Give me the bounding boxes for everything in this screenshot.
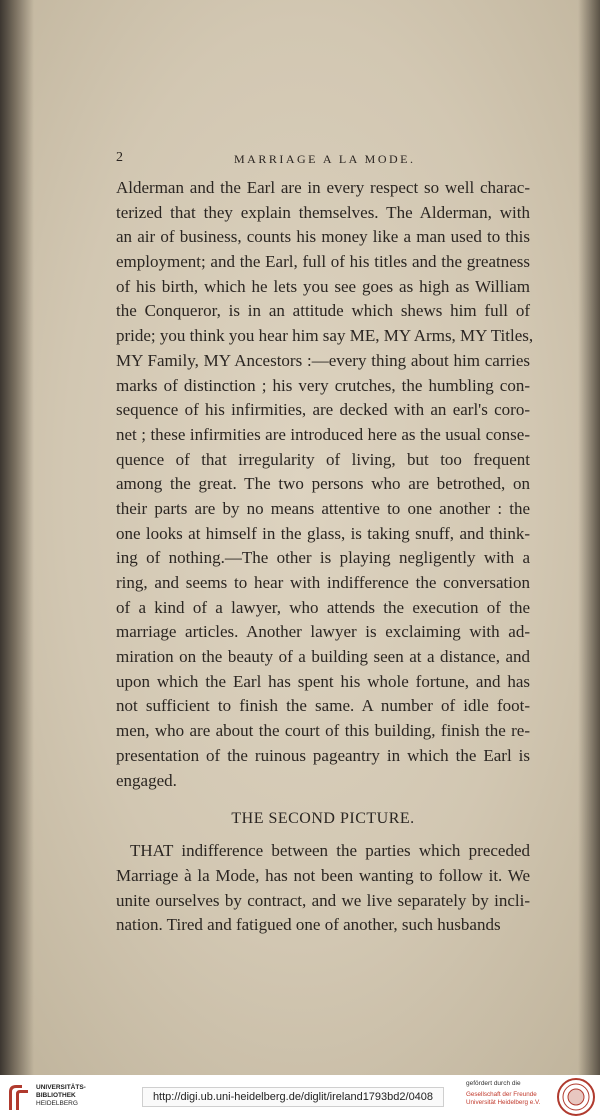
paragraph-1 <box>116 176 534 793</box>
text-line: quence of that irregularity of living, but too frequent <box>116 449 530 469</box>
text-line: net ; these infirmities are introduced here as the usual conse- <box>116 424 530 444</box>
text-line: ing of nothing.—The other is playing negligently with a <box>116 548 530 568</box>
text-line: Marriage à la Mode, has not been wanting to follow it. We <box>116 865 530 885</box>
text-line: the Conqueror, is in an attitude which shews him full of <box>116 301 530 321</box>
digitization-footer <box>0 1075 600 1118</box>
paragraph-2 <box>116 839 530 938</box>
library-logo-icon <box>6 1082 32 1112</box>
section-heading: THE SECOND PICTURE. <box>231 810 415 828</box>
text-line: presentation of the ruinous pageantry in which the Earl is <box>116 745 530 765</box>
text-line: employment; and the Earl, full of his titles and the greatness <box>116 252 530 272</box>
text-line: unite ourselves by contract, and we live separately by incli- <box>116 890 530 910</box>
page-gutter-shadow <box>0 0 34 1075</box>
library-name-line1: UNIVERSITÄTS- <box>36 1084 86 1091</box>
text-line: of a kind of a lawyer, who attends the execution of the <box>116 597 530 617</box>
text-line: engaged. <box>116 770 177 790</box>
text-line: THAT indifference between the parties which preceded <box>130 841 530 861</box>
text-line: miration on the beauty of a building seen at a distance, and <box>116 647 530 667</box>
library-name <box>36 1084 86 1108</box>
text-line: upon which the Earl has spent his whole fortune, and has <box>116 671 530 691</box>
sponsor-name-line1: Gesellschaft der Freunde <box>466 1091 537 1098</box>
text-line: Alderman and the Earl are in every respect so well charac- <box>116 178 530 197</box>
text-line: sequence of his infirmities, are decked with an earl's coro- <box>116 400 530 420</box>
body-text <box>116 176 534 938</box>
sponsor-label: gefördert durch die <box>466 1080 521 1087</box>
text-line: nation. Tired and fatigued one of another, such husbands <box>116 915 501 935</box>
text-line: ring, and seems to hear with indifference the conversation <box>116 573 530 592</box>
running-header <box>116 150 530 172</box>
running-title: MARRIAGE A LA MODE. <box>234 152 416 166</box>
text-line: one looks at himself in the glass, is taking snuff, and think- <box>116 523 530 543</box>
text-line: among the great. The two persons who are betrothed, on <box>116 474 530 494</box>
sponsor-name <box>466 1091 540 1107</box>
permalink-url[interactable]: http://digi.ub.uni-heidelberg.de/diglit/ireland1793bd2/0408 <box>142 1087 444 1107</box>
sponsor-name-line2: Universität Heidelberg e.V. <box>466 1099 541 1106</box>
text-line: MY Family, MY Ancestors :—every thing about him carries <box>116 350 530 370</box>
library-name-line2: BIBLIOTHEK <box>36 1092 76 1099</box>
page-number: 2 <box>116 150 123 165</box>
text-line: not sufficient to finish the same. A number of idle foot- <box>116 696 530 716</box>
library-name-line3: HEIDELBERG <box>36 1100 78 1107</box>
page-edge-shadow <box>578 0 600 1075</box>
text-line: marriage articles. Another lawyer is exclaiming with ad- <box>116 622 530 642</box>
text-line: terized that they explain themselves. The Alderman, with <box>116 202 530 222</box>
text-line: pride; you think you hear him say ME, MY Arms, MY Titles, <box>116 326 534 346</box>
university-seal-icon <box>556 1077 596 1117</box>
text-line: their parts are by no means attentive to one another : the <box>116 498 530 518</box>
text-line: marks of distinction ; his very crutches, the humbling con- <box>116 375 530 395</box>
text-line: an air of business, counts his money like a man used to this <box>116 227 530 247</box>
text-line: of his birth, which he lets you see goes as high as William <box>116 276 530 296</box>
text-line: men, who are about the court of this building, finish the re- <box>116 721 530 741</box>
